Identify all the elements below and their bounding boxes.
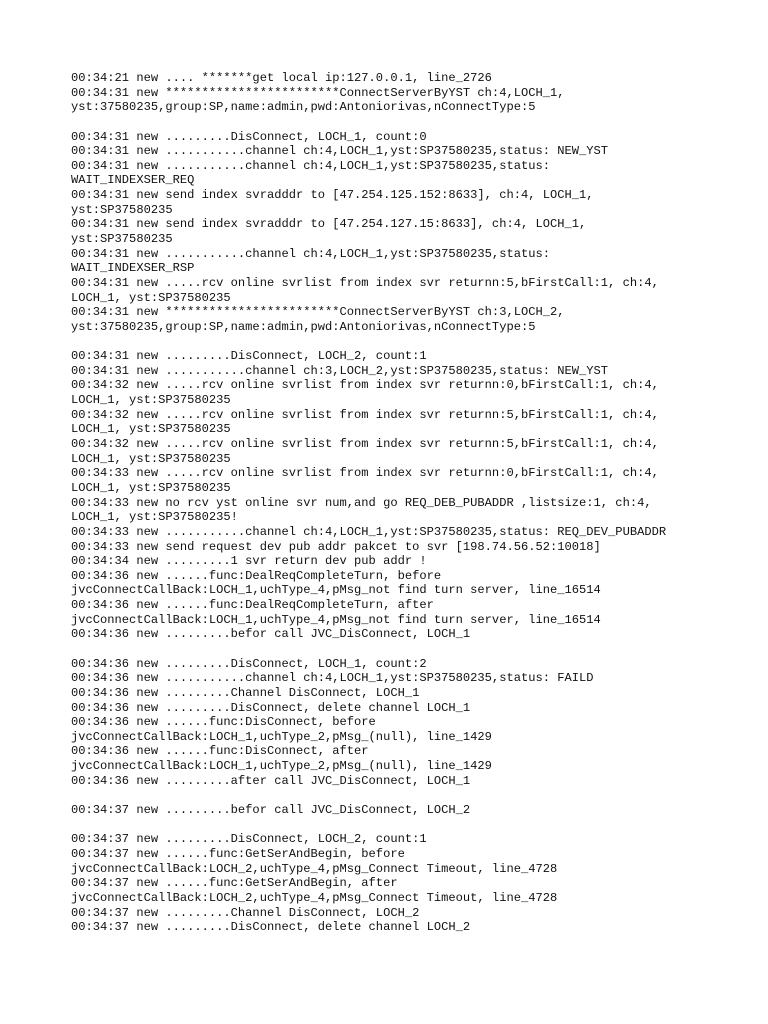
log-line: 00:34:31 new ...........channel ch:4,LOCH_1,yst:SP37580235,status:	[71, 158, 550, 173]
log-line: LOCH_1, yst:SP37580235	[71, 393, 231, 408]
log-line: yst:37580235,group:SP,name:admin,pwd:Antoniorivas,nConnectType:5	[71, 319, 536, 334]
log-line: LOCH_1, yst:SP37580235	[71, 422, 231, 437]
log-line: 00:34:31 new .........DisConnect, LOCH_2, count:1	[71, 349, 427, 364]
log-line: jvcConnectCallBack:LOCH_2,uchType_4,pMsg_Connect Timeout, line_4728	[71, 890, 558, 905]
log-line: yst:SP37580235	[71, 232, 173, 247]
log-line: 00:34:33 new ...........channel ch:4,LOCH_1,yst:SP37580235,status: REQ_DEV_PUBADDR	[71, 524, 667, 539]
log-line: 00:34:31 new ...........channel ch:4,LOCH_1,yst:SP37580235,status: NEW_YST	[71, 144, 609, 159]
log-line: 00:34:37 new .........DisConnect, LOCH_2, count:1	[71, 832, 427, 847]
log-blank-line	[71, 115, 711, 130]
log-line: WAIT_INDEXSER_REQ	[71, 173, 195, 188]
log-line: 00:34:31 new send index svradddr to [47.254.127.15:8633], ch:4, LOCH_1,	[71, 217, 587, 232]
log-line: yst:SP37580235	[71, 202, 173, 217]
log-line: 00:34:37 new ......func:GetSerAndBegin, before	[71, 846, 405, 861]
log-line: 00:34:32 new .....rcv online svrlist from index svr returnn:0,bFirstCall:1, ch:4,	[71, 378, 659, 393]
log-line: 00:34:36 new ......func:DisConnect, after	[71, 744, 369, 759]
log-line: 00:34:37 new .........DisConnect, delete channel LOCH_2	[71, 920, 471, 935]
log-line: 00:34:36 new ......func:DealReqCompleteTurn, before	[71, 568, 442, 583]
log-line: 00:34:36 new ......func:DisConnect, before	[71, 715, 376, 730]
log-line: 00:34:32 new .....rcv online svrlist from index svr returnn:5,bFirstCall:1, ch:4,	[71, 437, 659, 452]
log-line: LOCH_1, yst:SP37580235	[71, 451, 231, 466]
log-line: 00:34:36 new .........DisConnect, LOCH_1, count:2	[71, 656, 427, 671]
log-line: 00:34:31 new .........DisConnect, LOCH_1, count:0	[71, 129, 427, 144]
log-line: 00:34:31 new ************************ConnectServerByYST ch:3,LOCH_2,	[71, 305, 565, 320]
log-line: jvcConnectCallBack:LOCH_1,uchType_2,pMsg_(null), line_1429	[71, 759, 492, 774]
log-line: 00:34:33 new .....rcv online svrlist from index svr returnn:0,bFirstCall:1, ch:4,	[71, 466, 659, 481]
log-blank-line	[71, 642, 711, 657]
log-line: jvcConnectCallBack:LOCH_2,uchType_4,pMsg_Connect Timeout, line_4728	[71, 861, 558, 876]
log-line: 00:34:31 new .....rcv online svrlist from index svr returnn:5,bFirstCall:1, ch:4,	[71, 275, 659, 290]
log-document	[71, 71, 711, 935]
log-line: 00:34:37 new ......func:GetSerAndBegin, after	[71, 876, 398, 891]
log-blank-line	[71, 335, 711, 350]
log-line: 00:34:36 new ......func:DealReqCompleteTurn, after	[71, 598, 434, 613]
log-line: WAIT_INDEXSER_RSP	[71, 261, 195, 276]
log-line: 00:34:33 new no rcv yst online svr num,and go REQ_DEB_PUBADDR ,listsize:1, ch:4,	[71, 495, 652, 510]
log-line: 00:34:37 new .........Channel DisConnect, LOCH_2	[71, 905, 420, 920]
log-line: 00:34:32 new .....rcv online svrlist from index svr returnn:5,bFirstCall:1, ch:4,	[71, 407, 659, 422]
log-blank-line	[71, 788, 711, 803]
log-line: 00:34:36 new .........Channel DisConnect, LOCH_1	[71, 685, 420, 700]
log-line: 00:34:21 new .... *******get local ip:127.0.0.1, line_2726	[71, 71, 492, 85]
log-line: jvcConnectCallBack:LOCH_1,uchType_2,pMsg_(null), line_1429	[71, 729, 492, 744]
log-line: 00:34:33 new send request dev pub addr pakcet to svr [198.74.56.52:10018]	[71, 539, 601, 554]
log-line: LOCH_1, yst:SP37580235	[71, 290, 231, 305]
log-line: 00:34:36 new .........after call JVC_DisConnect, LOCH_1	[71, 773, 471, 788]
log-line: 00:34:36 new .........DisConnect, delete channel LOCH_1	[71, 700, 471, 715]
log-blank-line	[71, 818, 711, 833]
log-line: 00:34:31 new send index svradddr to [47.254.125.152:8633], ch:4, LOCH_1,	[71, 188, 594, 203]
log-line: 00:34:31 new ...........channel ch:3,LOCH_2,yst:SP37580235,status: NEW_YST	[71, 363, 609, 378]
log-line: 00:34:31 new ************************ConnectServerByYST ch:4,LOCH_1,	[71, 85, 565, 100]
log-line: 00:34:36 new .........befor call JVC_DisConnect, LOCH_1	[71, 627, 471, 642]
log-line: jvcConnectCallBack:LOCH_1,uchType_4,pMsg_not find turn server, line_16514	[71, 612, 601, 627]
log-line: LOCH_1, yst:SP37580235	[71, 480, 231, 495]
log-line: 00:34:37 new .........befor call JVC_DisConnect, LOCH_2	[71, 803, 471, 818]
log-line: jvcConnectCallBack:LOCH_1,uchType_4,pMsg_not find turn server, line_16514	[71, 583, 601, 598]
log-line: 00:34:36 new ...........channel ch:4,LOCH_1,yst:SP37580235,status: FAILD	[71, 671, 594, 686]
log-line: yst:37580235,group:SP,name:admin,pwd:Antoniorivas,nConnectType:5	[71, 100, 536, 115]
log-line: 00:34:34 new .........1 svr return dev pub addr !	[71, 554, 427, 569]
log-line: LOCH_1, yst:SP37580235!	[71, 510, 238, 525]
log-line: 00:34:31 new ...........channel ch:4,LOCH_1,yst:SP37580235,status:	[71, 246, 550, 261]
